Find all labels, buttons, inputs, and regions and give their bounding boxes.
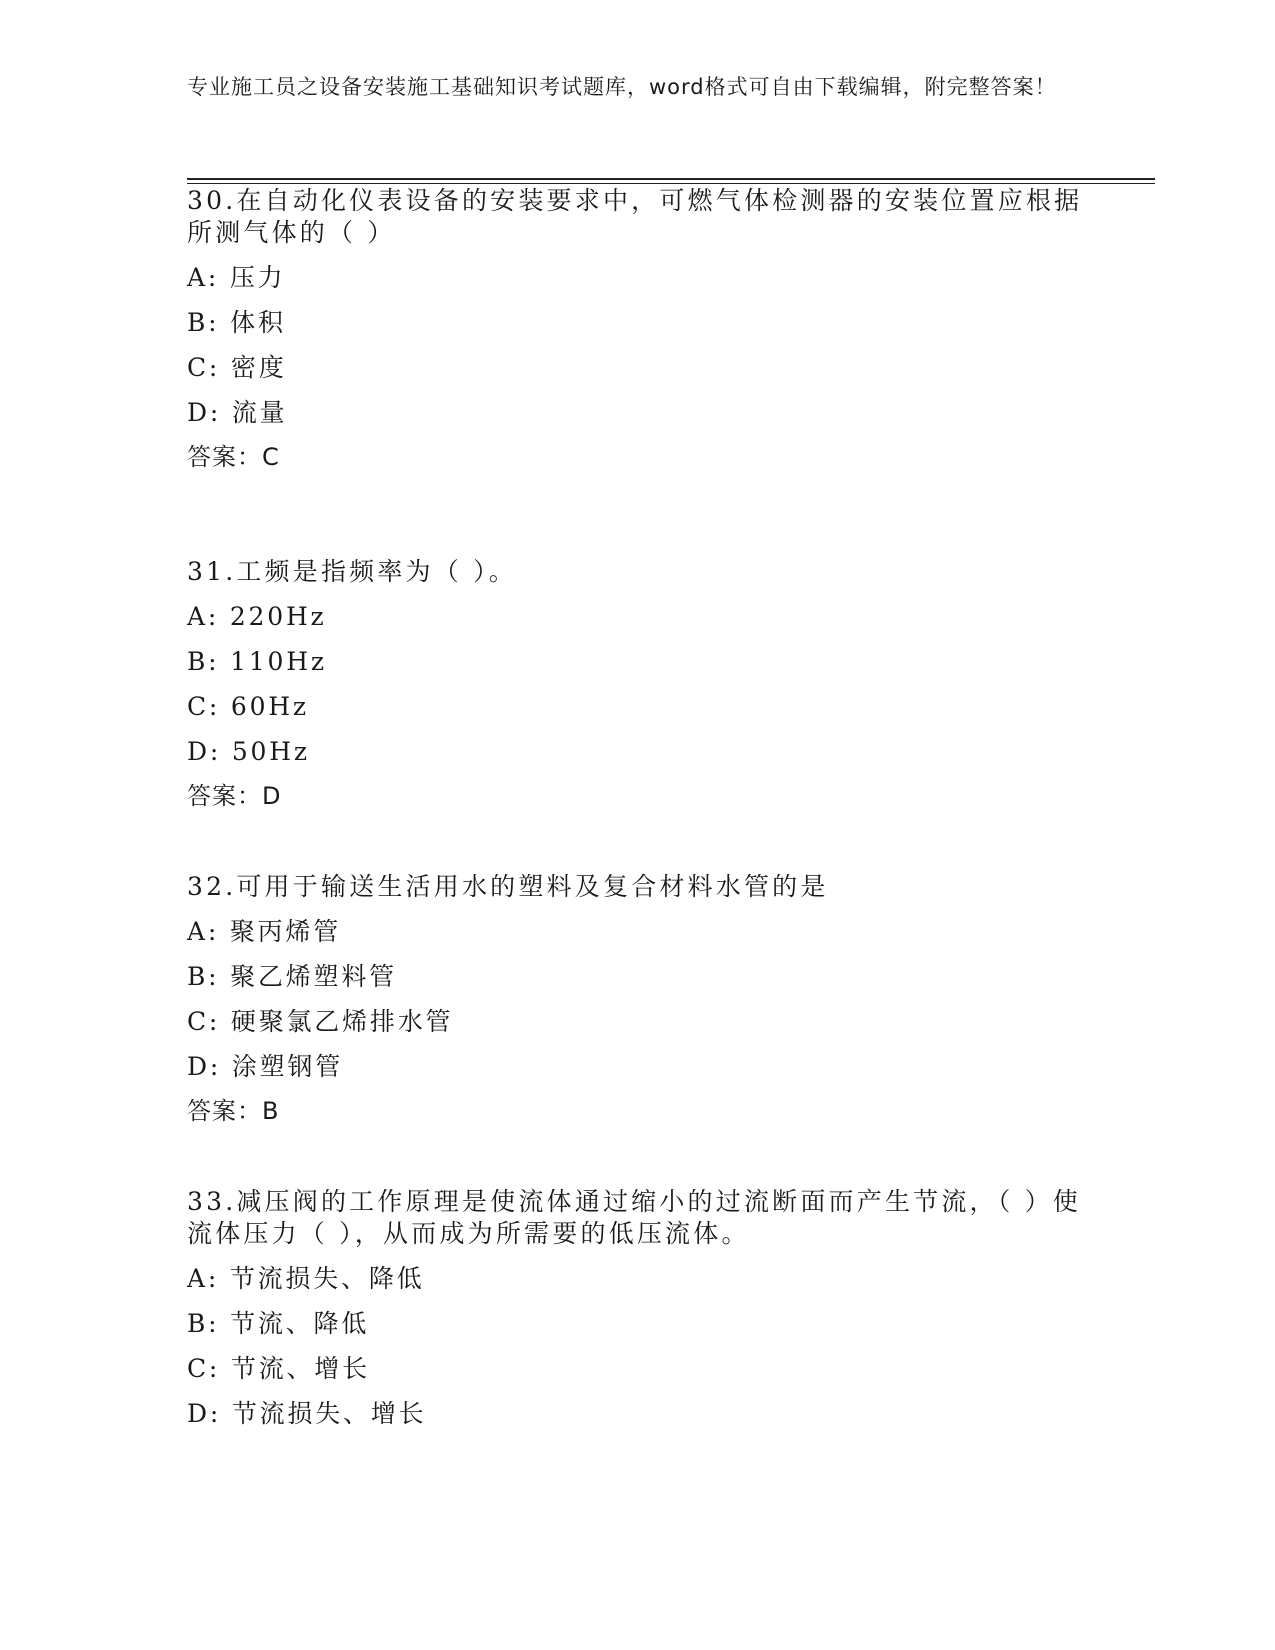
question-stem: 32.可用于输送生活用水的塑料及复合材料水管的是 <box>187 872 829 901</box>
header-divider-thick <box>187 178 1155 180</box>
option-c: C: 节流、增长 <box>187 1354 370 1383</box>
question-30 <box>187 185 1087 473</box>
answer-label: 答案：B <box>187 1097 280 1125</box>
question-stem: 31.工频是指频率为（ ）。 <box>187 557 518 586</box>
header-divider-thin <box>187 183 1155 184</box>
document-header: 专业施工员之设备安装施工基础知识考试题库，word格式可自由下载编辑，附完整答案！ <box>187 75 1057 99</box>
answer-label: 答案：C <box>187 443 280 471</box>
question-stem: 33.减压阀的工作原理是使流体通过缩小的过流断面而产生节流，（ ）使流体压力（ ），从而成为所需要的低压流体。 <box>187 1187 1082 1248</box>
option-d: D: 流量 <box>187 398 288 427</box>
option-b: B: 节流、降低 <box>187 1309 370 1338</box>
answer-label: 答案：D <box>187 782 282 810</box>
option-b: B: 110Hz <box>187 647 327 676</box>
question-31 <box>187 556 1087 812</box>
question-32 <box>187 871 1087 1127</box>
option-c: C: 60Hz <box>187 692 309 721</box>
option-d: D: 节流损失、增长 <box>187 1399 427 1428</box>
option-a: A: 220Hz <box>187 602 327 631</box>
question-stem: 30.在自动化仪表设备的安装要求中，可燃气体检测器的安装位置应根据所测气体的（ ） <box>187 186 1083 247</box>
option-b: B: 体积 <box>187 308 286 337</box>
question-33 <box>187 1186 1087 1430</box>
option-d: D: 50Hz <box>187 737 310 766</box>
option-b: B: 聚乙烯塑料管 <box>187 962 397 991</box>
option-a: A: 节流损失、降低 <box>187 1264 425 1293</box>
option-c: C: 硬聚氯乙烯排水管 <box>187 1007 454 1036</box>
option-d: D: 涂塑钢管 <box>187 1052 344 1081</box>
option-c: C: 密度 <box>187 353 287 382</box>
option-a: A: 聚丙烯管 <box>187 917 342 946</box>
option-a: A: 压力 <box>187 263 286 292</box>
